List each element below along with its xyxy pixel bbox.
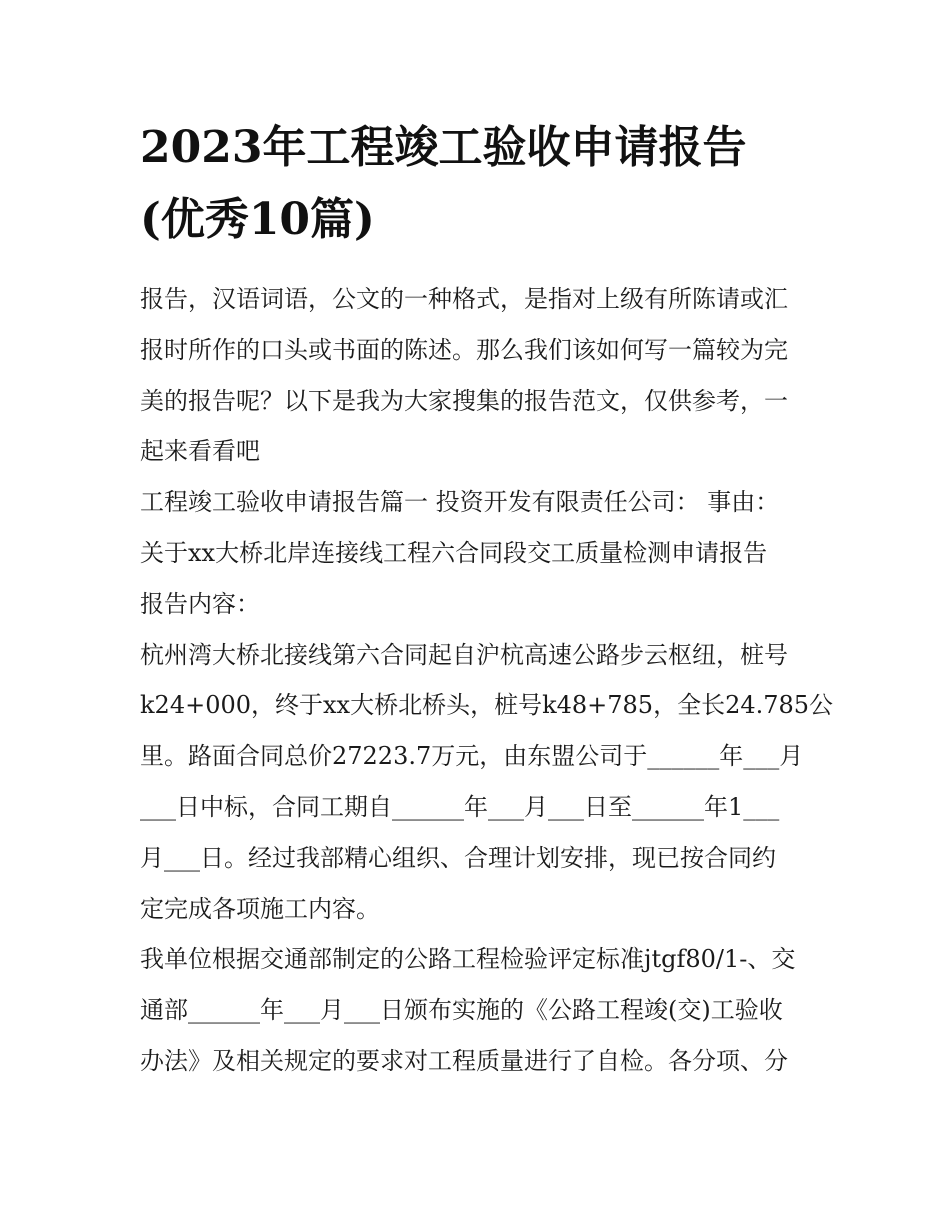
body-line: 工程竣工验收申请报告篇一 投资开发有限责任公司： 事由： [140, 488, 780, 517]
body-line: 里。路面合同总价27223.7万元，由东盟公司于______年___月 [140, 742, 804, 771]
body-line: 月___日。经过我部精心组织、合理计划安排，现已按合同约 [140, 843, 776, 872]
body-line: 报时所作的口头或书面的陈述。那么我们该如何写一篇较为完 [140, 335, 788, 364]
body-line: 通部______年___月___日颁布实施的《公路工程竣(交)工验收 [140, 996, 783, 1025]
body-line: k24+000，终于xx大桥北桥头，桩号k48+785，全长24.785公 [140, 691, 834, 720]
body-line: 报告，汉语词语，公文的一种格式，是指对上级有所陈请或汇 [140, 285, 788, 313]
document-title [140, 112, 820, 256]
body-line: 报告内容： [140, 589, 260, 618]
body-line: ___日中标，合同工期自______年___月___日至______年1___ [140, 792, 780, 821]
body-line: 关于xx大桥北岸连接线工程六合同段交工质量检测申请报告 [140, 538, 768, 567]
body-line: 办法》及相关规定的要求对工程质量进行了自检。各分项、分 [140, 1046, 788, 1075]
body-line: 定完成各项施工内容。 [140, 894, 380, 923]
body-line: 起来看看吧 [140, 437, 260, 466]
body-line: 美的报告呢？以下是我为大家搜集的报告范文，仅供参考，一 [140, 386, 788, 415]
title-line-2: (优秀10篇) [140, 194, 375, 245]
title-line-1: 2023年工程竣工验收申请报告 [140, 122, 747, 173]
document-body [140, 274, 834, 1087]
body-line: 我单位根据交通部制定的公路工程检验评定标准jtgf80/1-、交 [140, 945, 796, 974]
body-line: 杭州湾大桥北接线第六合同起自沪杭高速公路步云枢纽，桩号 [140, 640, 788, 669]
